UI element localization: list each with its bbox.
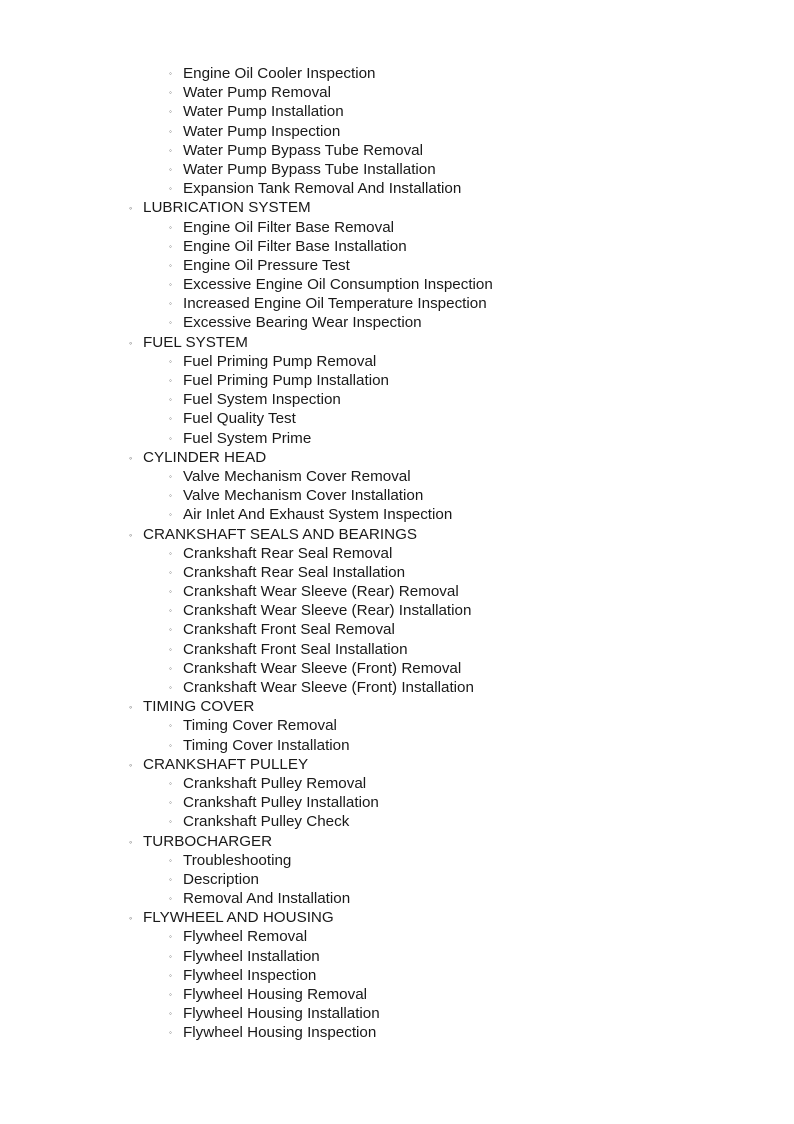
list-item: [0, 640, 794, 659]
bullet-icon: ◦: [129, 913, 133, 924]
list-item-label: Crankshaft Front Seal Installation: [183, 640, 408, 658]
list-item: [0, 390, 794, 409]
list-item-label: Fuel Quality Test: [183, 410, 296, 428]
list-item: [0, 409, 794, 428]
bullet-icon: ◦: [169, 145, 172, 155]
bullet-icon: ◦: [169, 721, 172, 731]
section-heading-label: TIMING COVER: [143, 698, 255, 716]
table-of-contents: [0, 64, 794, 1043]
bullet-icon: ◦: [169, 817, 172, 827]
list-item-label: Water Pump Installation: [183, 103, 344, 121]
list-item: [0, 1023, 794, 1042]
list-item: [0, 1004, 794, 1023]
bullet-icon: ◦: [129, 702, 133, 713]
list-item: [0, 736, 794, 755]
bullet-icon: ◦: [169, 164, 172, 174]
list-item-label: Troubleshooting: [183, 851, 292, 869]
list-item: [0, 544, 794, 563]
list-item-label: Crankshaft Wear Sleeve (Rear) Installation: [183, 602, 472, 620]
bullet-icon: ◦: [169, 1009, 172, 1019]
list-item-label: Water Pump Removal: [183, 84, 331, 102]
list-item-label: Crankshaft Wear Sleeve (Front) Removal: [183, 659, 462, 677]
list-item: [0, 313, 794, 332]
list-item-label: Engine Oil Filter Base Installation: [183, 237, 407, 255]
list-item: [0, 966, 794, 985]
bullet-icon: ◦: [169, 951, 172, 961]
list-item: [0, 64, 794, 83]
list-item: [0, 218, 794, 237]
bullet-icon: ◦: [169, 567, 172, 577]
bullet-icon: ◦: [169, 740, 172, 750]
list-item-label: Flywheel Housing Inspection: [183, 1024, 377, 1042]
list-item-label: Flywheel Housing Removal: [183, 986, 368, 1003]
bullet-icon: ◦: [169, 894, 172, 904]
list-item: [0, 889, 794, 908]
list-item: [0, 774, 794, 793]
list-item: [0, 947, 794, 966]
list-item: [0, 505, 794, 524]
list-item-label: Removal And Installation: [183, 890, 351, 908]
list-item-label: Crankshaft Wear Sleeve (Rear) Removal: [183, 583, 459, 601]
section-heading: [0, 333, 794, 352]
bullet-icon: ◦: [169, 932, 172, 942]
bullet-icon: ◦: [169, 184, 172, 194]
bullet-icon: ◦: [169, 414, 172, 424]
bullet-icon: ◦: [169, 798, 172, 808]
bullet-icon: ◦: [169, 318, 172, 328]
bullet-icon: ◦: [169, 990, 172, 999]
list-item-label: Flywheel Housing Installation: [183, 1005, 380, 1023]
bullet-icon: ◦: [169, 1028, 172, 1038]
list-item-label: Flywheel Installation: [183, 947, 320, 965]
list-item-label: Fuel Priming Pump Removal: [183, 352, 377, 370]
list-item: [0, 927, 794, 946]
section-heading: [0, 198, 794, 217]
bullet-icon: ◦: [169, 376, 172, 385]
bullet-icon: ◦: [129, 452, 133, 463]
section-heading-label: CRANKSHAFT PULLEY: [143, 755, 309, 773]
list-item-label: Increased Engine Oil Temperature Inspection: [183, 295, 487, 313]
list-item-label: Flywheel Inspection: [183, 966, 317, 984]
list-item: [0, 141, 794, 160]
bullet-icon: ◦: [169, 587, 172, 597]
list-item-label: Valve Mechanism Cover Installation: [183, 487, 424, 505]
bullet-icon: ◦: [169, 69, 172, 78]
list-item-label: Water Pump Inspection: [183, 122, 341, 140]
list-item: [0, 793, 794, 812]
list-item-label: Air Inlet And Exhaust System Inspection: [183, 506, 453, 524]
list-item-label: Excessive Bearing Wear Inspection: [183, 314, 422, 332]
list-item: [0, 294, 794, 313]
bullet-icon: ◦: [169, 395, 172, 405]
bullet-icon: ◦: [169, 874, 172, 884]
list-item: [0, 985, 794, 1004]
section-heading: [0, 448, 794, 467]
list-item-label: Crankshaft Pulley Installation: [183, 794, 379, 812]
bullet-icon: ◦: [169, 491, 172, 501]
list-item: [0, 563, 794, 582]
section-heading: [0, 697, 794, 716]
list-item: [0, 486, 794, 505]
bullet-icon: ◦: [169, 222, 172, 232]
section-heading-label: LUBRICATION SYSTEM: [143, 199, 311, 217]
bullet-icon: ◦: [169, 126, 172, 136]
list-item-label: Crankshaft Front Seal Removal: [183, 621, 395, 639]
section-heading: [0, 525, 794, 544]
list-item-label: Valve Mechanism Cover Removal: [183, 467, 411, 485]
section-heading: [0, 832, 794, 851]
list-item-label: Engine Oil Cooler Inspection: [183, 65, 376, 82]
list-item: [0, 83, 794, 102]
section-heading-label: CYLINDER HEAD: [143, 448, 267, 466]
bullet-icon: ◦: [169, 88, 172, 98]
bullet-icon: ◦: [169, 548, 172, 558]
list-item: [0, 716, 794, 735]
bullet-icon: ◦: [169, 778, 172, 788]
section-heading-label: FLYWHEEL AND HOUSING: [143, 909, 334, 927]
list-item-label: Description: [183, 870, 259, 888]
bullet-icon: ◦: [169, 260, 172, 270]
list-item-label: Engine Oil Pressure Test: [183, 256, 350, 274]
list-item: [0, 256, 794, 275]
list-item-label: Flywheel Removal: [183, 928, 308, 946]
list-item-label: Expansion Tank Removal And Installation: [183, 180, 462, 198]
bullet-icon: ◦: [129, 529, 133, 540]
bullet-icon: ◦: [169, 970, 172, 980]
bullet-icon: ◦: [169, 356, 172, 366]
list-item-label: Engine Oil Filter Base Removal: [183, 218, 395, 236]
list-item: [0, 237, 794, 256]
section-heading: [0, 908, 794, 927]
list-item: [0, 870, 794, 889]
bullet-icon: ◦: [129, 203, 133, 214]
bullet-icon: ◦: [169, 280, 172, 290]
bullet-icon: ◦: [169, 107, 172, 117]
bullet-icon: ◦: [169, 241, 172, 251]
bullet-icon: ◦: [129, 759, 133, 770]
list-item: [0, 620, 794, 639]
list-item: [0, 601, 794, 620]
bullet-icon: ◦: [169, 510, 172, 520]
list-item: [0, 467, 794, 486]
list-item: [0, 102, 794, 121]
bullet-icon: ◦: [169, 683, 172, 692]
list-item-label: Crankshaft Rear Seal Removal: [183, 544, 393, 562]
list-item: [0, 275, 794, 294]
bullet-icon: ◦: [169, 606, 172, 616]
list-item: [0, 179, 794, 198]
list-item: [0, 429, 794, 448]
bullet-icon: ◦: [129, 337, 133, 348]
list-item-label: Crankshaft Rear Seal Installation: [183, 563, 406, 581]
list-item: [0, 371, 794, 390]
list-item-label: Fuel Priming Pump Installation: [183, 372, 389, 389]
list-item: [0, 160, 794, 179]
section-heading-label: CRANKSHAFT SEALS AND BEARINGS: [143, 525, 418, 543]
list-item-label: Fuel System Inspection: [183, 391, 341, 409]
list-item-label: Timing Cover Installation: [183, 736, 350, 754]
bullet-icon: ◦: [169, 433, 172, 443]
bullet-icon: ◦: [169, 855, 172, 865]
bullet-icon: ◦: [129, 836, 133, 847]
bullet-icon: ◦: [169, 644, 172, 654]
list-item: [0, 659, 794, 678]
list-item: [0, 582, 794, 601]
bullet-icon: ◦: [169, 663, 172, 673]
list-item: [0, 812, 794, 831]
section-heading: [0, 755, 794, 774]
list-item-label: Water Pump Bypass Tube Installation: [183, 160, 436, 178]
list-item-label: Fuel System Prime: [183, 429, 312, 447]
list-item: [0, 352, 794, 371]
bullet-icon: ◦: [169, 471, 172, 481]
list-item-label: Water Pump Bypass Tube Removal: [183, 141, 424, 159]
list-item: [0, 678, 794, 697]
section-heading-label: FUEL SYSTEM: [143, 333, 248, 351]
section-heading-label: TURBOCHARGER: [143, 832, 273, 850]
list-item-label: Crankshaft Pulley Check: [183, 813, 350, 831]
toc-list: [0, 64, 794, 1043]
list-item-label: Crankshaft Wear Sleeve (Front) Installation: [183, 679, 474, 696]
list-item: [0, 122, 794, 141]
list-item: [0, 851, 794, 870]
bullet-icon: ◦: [169, 299, 172, 309]
list-item-label: Excessive Engine Oil Consumption Inspection: [183, 276, 493, 294]
list-item-label: Crankshaft Pulley Removal: [183, 774, 367, 792]
list-item-label: Timing Cover Removal: [183, 717, 337, 735]
bullet-icon: ◦: [169, 625, 172, 635]
